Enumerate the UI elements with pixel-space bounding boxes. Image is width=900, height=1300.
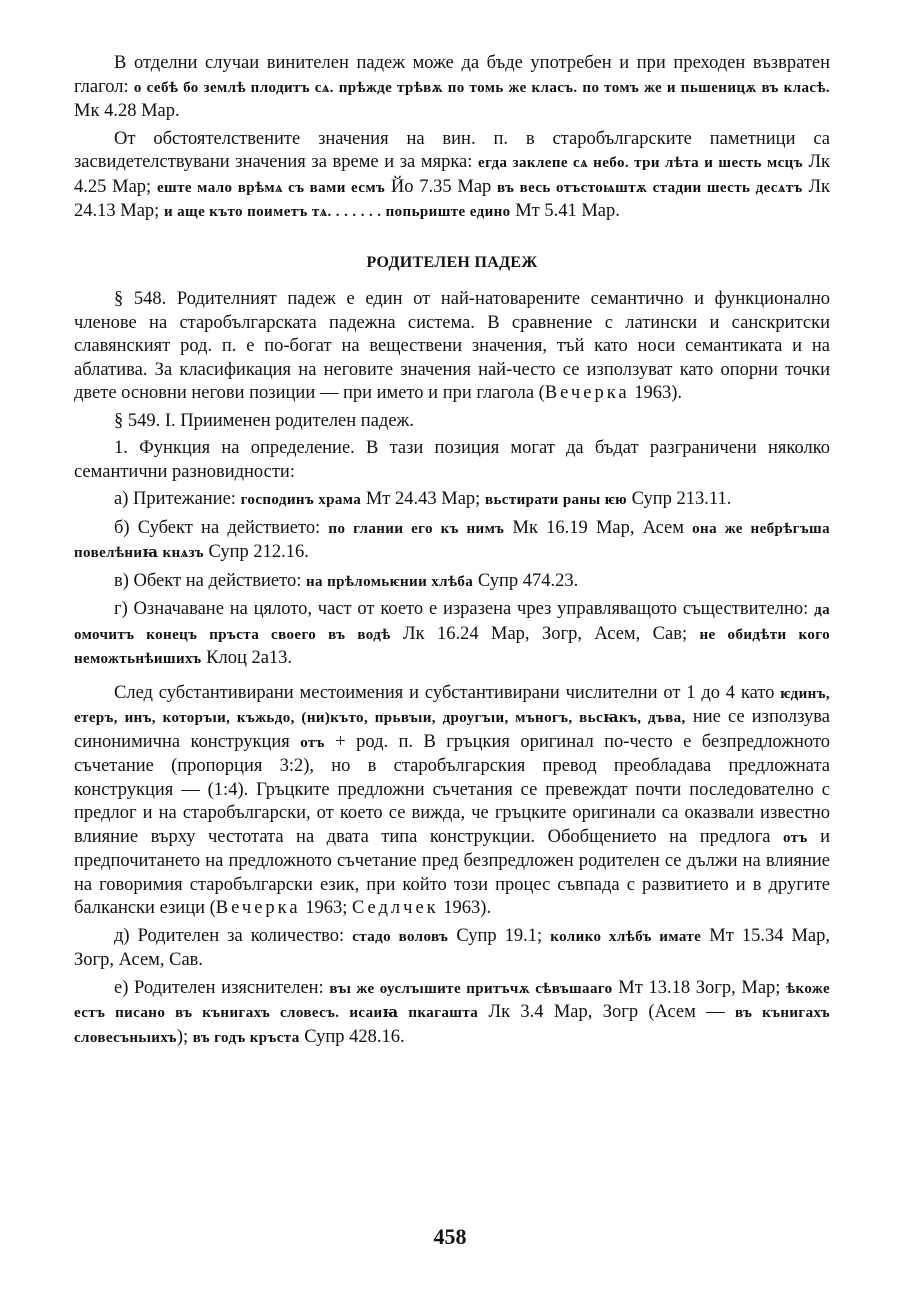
paragraph-text: След субстантивирани местоимения и субстантивирани числителни от 1 до 4 като: [114, 682, 775, 703]
source-reference: Мк 16.19 Мар, Асем: [512, 517, 684, 538]
old-bulgarian-example: и аще къто поиметъ тѧ. . . . . . . попьриште едино: [163, 204, 511, 220]
source-reference: Мк 4.28 Мар.: [74, 101, 180, 121]
old-bulgarian-words: ѥдинъ, етеръ, инъ, которъıи, къжьдо, (ни)къто, прьвъıи, дроугъıи, мъногъ, вьсꙗкъ, дъва,: [74, 685, 830, 726]
section-548: [74, 288, 830, 406]
source-reference: Мт 5.41 Мар.: [515, 201, 620, 221]
paragraph-text: + род. п. В гръцкия оригинал по-често е безпредложното съчетание (пропорция 3:2), но в старобългарския превод преобладава предложната конструкция — (1:4). Гръцките предложни съчетания се превеждат почти последователно с предлог и на старобългарски, от което се вижда, че гръцките оригинали са оказвали известно влияние върху честотата на двата типа конструкции. Обобщението на предлога: [74, 731, 831, 847]
source-reference: Йо 7.35 Мар: [390, 176, 492, 197]
section-text: § 548. Родителният падеж е един от най-натоварените семантично и функционално членове на старобългарската падежна система. В сравнение с латински и санскритски славянският род. п. е по-богат на веществени значения, тъй като носи семантиката и на аблатива. За класификация на неговите значения най-често се използуват като опорни точки двете основни негови позиции — при името и при глагола (: [74, 289, 830, 403]
source-reference: Супр 19.1;: [456, 925, 543, 946]
item-object: [74, 570, 830, 595]
source-reference: Супр 474.23.: [477, 570, 579, 591]
intro-paragraph-1: [74, 52, 830, 124]
item-label: а) Притежание:: [114, 489, 236, 509]
intro-text: В отделни случаи винителен падеж може да бъде употребен и при преходен възвратен глагол:: [74, 53, 830, 97]
old-bulgarian-example: ѣкоже естъ писано въ кънигахъ словесъ. исаиꙗ пкагашта: [74, 980, 831, 1021]
substantivized-paragraph: [74, 682, 830, 921]
intro-text: От обстоятелствените значения на вин. п. в старобългарските паметници са засвидетелствувани значения за време и за мярка:: [74, 128, 830, 172]
source-reference: Мт 13.18 Зогр, Мар;: [618, 977, 781, 998]
old-bulgarian-example: колико хлѣбъ имате: [550, 928, 702, 945]
old-bulgarian-example: господинъ храма: [240, 492, 362, 508]
old-bulgarian-example: не обидѣти кого неможтьнѣишихъ: [74, 626, 831, 667]
source-reference: Супр 428.16.: [304, 1026, 405, 1047]
old-bulgarian-example: въ кънигахъ словесъньıихъ: [74, 1005, 831, 1046]
source-reference: Супр 213.11.: [631, 489, 732, 509]
item-possession: [74, 488, 830, 513]
intro-paragraph-2: [74, 128, 830, 225]
old-bulgarian-example: о себѣ бо землѣ плодитъ сѧ. прѣжде трѣвѫ по томь же класъ. по томъ же и пьшеницѫ въ класѣ.: [133, 79, 831, 96]
old-bulgarian-word: отъ: [782, 829, 808, 846]
source-reference: Мт 24.43 Мар;: [365, 489, 481, 509]
old-bulgarian-example: стадо воловъ: [352, 928, 449, 945]
source-reference: Клоц 2а13.: [206, 648, 293, 668]
old-bulgarian-example: по глании его къ нимъ: [328, 520, 505, 537]
citation-year: 1963;: [300, 898, 352, 918]
item-label: в) Обект на действието:: [114, 570, 302, 591]
page-number: 458: [433, 1224, 467, 1249]
source-reference: );: [176, 1026, 189, 1047]
item-label: е) Родителен изяснителен:: [114, 977, 324, 998]
old-bulgarian-example: въ годъ кръста: [192, 1029, 300, 1046]
old-bulgarian-example: да омочитъ конецъ пръста своего въ водѣ: [74, 602, 831, 643]
source-reference: Супр 212.16.: [208, 542, 309, 562]
item-whole-part: [74, 598, 830, 672]
old-bulgarian-example: она же небрѣгъша повелѣниꙗ кнѧзъ: [74, 520, 831, 561]
item-explicative: [74, 977, 830, 1051]
page-body: [74, 52, 830, 1054]
old-bulgarian-example: еште мало врѣмѧ съ вами есмъ: [156, 179, 386, 196]
item-label: б) Субект на действието:: [114, 517, 321, 538]
section-549-title: § 549. I. Приименен родителен падеж.: [114, 410, 414, 431]
source-reference: Лк 16.24 Мар, Зогр, Асем, Сав;: [403, 623, 688, 644]
source-reference: Лк 24.13 Мар;: [74, 176, 830, 221]
function-definition: 1. Функция на определение. В тази позиция могат да бъдат разграничени няколко семантични разновидности:: [74, 438, 830, 482]
item-label: г) Означаване на цялото, част от което е изразена чрез управляващото съществително:: [114, 599, 809, 619]
section-heading: РОДИТЕЛЕН ПАДЕЖ: [366, 253, 538, 271]
source-reference: Лк 3.4 Мар, Зогр (Асем —: [488, 1002, 725, 1022]
old-bulgarian-example: егда заклепе сѧ небо. три лѣта и шесть мсцъ: [478, 155, 803, 171]
old-bulgarian-example: въı же оуслъıшите притъчѫ сѣвъшааго: [329, 980, 613, 997]
citation-year: 1963).: [629, 383, 683, 403]
paragraph-text: ние се използува синонимична конструкция: [74, 707, 830, 752]
item-subject: [74, 517, 830, 566]
paragraph-text: и предпочитането на предложното съчетание пред безпредложен родителен се дължи на влияние на говоримия старобългарски език, при който този процес съвпада с развитието и в другите балкански езици (: [74, 826, 830, 918]
item-label: д) Родителен за количество:: [114, 925, 345, 946]
citation-year: 1963).: [438, 898, 492, 918]
author-name: Седлчек: [351, 898, 439, 918]
source-reference: Лк 4.25 Мар;: [74, 152, 830, 197]
old-bulgarian-example: въ весь отъстоѩштѫ стадии шесть десѧтъ: [497, 179, 803, 196]
author-name: Вечерка: [544, 383, 630, 403]
old-bulgarian-word: отъ: [300, 734, 325, 751]
old-bulgarian-example: вьстирати раны ѥю: [484, 492, 628, 508]
source-reference: Мт 15.34 Мар, Зогр, Асем, Сав.: [74, 925, 831, 970]
author-name: Вечерка: [215, 898, 301, 918]
old-bulgarian-example: на прѣломьѥнии хлѣба: [305, 573, 474, 590]
item-quantity: [74, 925, 830, 973]
